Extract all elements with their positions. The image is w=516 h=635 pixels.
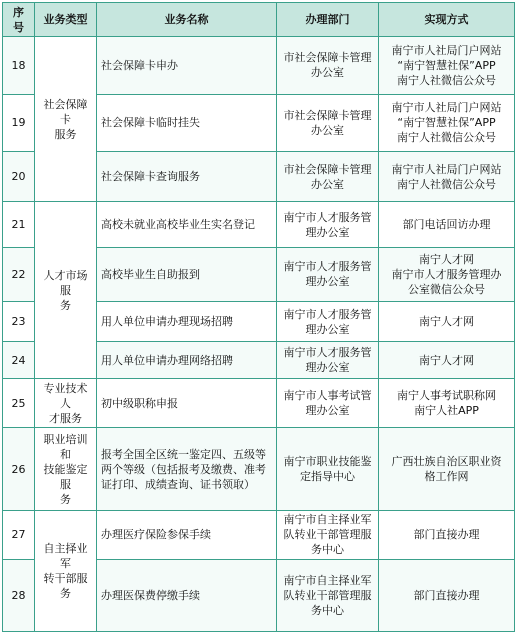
row-department: 南宁市人才服务管 理办公室 <box>277 302 379 342</box>
header-name: 业务名称 <box>97 3 277 37</box>
row-no: 25 <box>3 379 35 428</box>
header-no: 序 号 <box>3 3 35 37</box>
row-no: 28 <box>3 559 35 631</box>
row-department: 市社会保障卡管理 办公室 <box>277 94 379 152</box>
table-row <box>3 428 515 510</box>
row-name: 初中级职称申报 <box>97 379 277 428</box>
row-name: 报考全国全区统一鉴定四、五级等两个等级（包括报考及缴费、准考证打印、成绩查询、证书领取） <box>97 428 277 510</box>
row-no: 22 <box>3 247 35 301</box>
header-department: 办理部门 <box>277 3 379 37</box>
row-no: 21 <box>3 202 35 247</box>
row-department: 市社会保障卡管理 办公室 <box>277 37 379 95</box>
service-table <box>2 2 515 632</box>
row-name: 社会保障卡临时挂失 <box>97 94 277 152</box>
row-department: 南宁市自主择业军 队转业干部管理服 务中心 <box>277 559 379 631</box>
row-method: 南宁人事考试职称网 南宁人社APP <box>379 379 515 428</box>
row-method: 南宁市人社局门户网站 南宁人社微信公众号 <box>379 152 515 202</box>
row-no: 23 <box>3 302 35 342</box>
row-method: 部门直接办理 <box>379 510 515 559</box>
row-name: 办理医保费停缴手续 <box>97 559 277 631</box>
row-department: 南宁市自主择业军 队转业干部管理服 务中心 <box>277 510 379 559</box>
row-name: 社会保障卡申办 <box>97 37 277 95</box>
header-category: 业务类型 <box>35 3 97 37</box>
row-no: 26 <box>3 428 35 510</box>
table-row <box>3 202 515 247</box>
row-name: 用人单位申请办理现场招聘 <box>97 302 277 342</box>
row-method: 广西壮族自治区职业资 格工作网 <box>379 428 515 510</box>
row-method: 南宁人才网 <box>379 302 515 342</box>
row-method: 南宁市人社局门户网站 “南宁智慧社保”APP 南宁人社微信公众号 <box>379 94 515 152</box>
row-method: 部门电话回访办理 <box>379 202 515 247</box>
table-row <box>3 510 515 559</box>
category-cell: 自主择业军 转干部服务 <box>35 510 97 631</box>
category-cell: 专业技术人 才服务 <box>35 379 97 428</box>
row-method: 南宁人才网 南宁市人才服务管理办 公室微信公众号 <box>379 247 515 301</box>
row-name: 办理医疗保险参保手续 <box>97 510 277 559</box>
row-name: 高校毕业生自助报到 <box>97 247 277 301</box>
category-cell: 社会保障卡 服务 <box>35 37 97 202</box>
row-method: 部门直接办理 <box>379 559 515 631</box>
row-no: 19 <box>3 94 35 152</box>
row-department: 南宁市人才服务管 理办公室 <box>277 342 379 379</box>
row-department: 南宁市人才服务管 理办公室 <box>277 247 379 301</box>
row-no: 18 <box>3 37 35 95</box>
row-no: 20 <box>3 152 35 202</box>
row-department: 南宁市人事考试管 理办公室 <box>277 379 379 428</box>
row-name: 社会保障卡查询服务 <box>97 152 277 202</box>
row-department: 市社会保障卡管理 办公室 <box>277 152 379 202</box>
row-method: 南宁人才网 <box>379 342 515 379</box>
row-method: 南宁市人社局门户网站 “南宁智慧社保”APP 南宁人社微信公众号 <box>379 37 515 95</box>
row-department: 南宁市职业技能鉴 定指导中心 <box>277 428 379 510</box>
table-header-row <box>3 3 515 37</box>
row-name: 高校未就业高校毕业生实名登记 <box>97 202 277 247</box>
table-row <box>3 37 515 95</box>
category-cell: 职业培训和 技能鉴定服 务 <box>35 428 97 510</box>
category-cell: 人才市场服 务 <box>35 202 97 379</box>
row-no: 24 <box>3 342 35 379</box>
row-no: 27 <box>3 510 35 559</box>
header-method: 实现方式 <box>379 3 515 37</box>
table-row <box>3 379 515 428</box>
row-name: 用人单位申请办理网络招聘 <box>97 342 277 379</box>
row-department: 南宁市人才服务管 理办公室 <box>277 202 379 247</box>
